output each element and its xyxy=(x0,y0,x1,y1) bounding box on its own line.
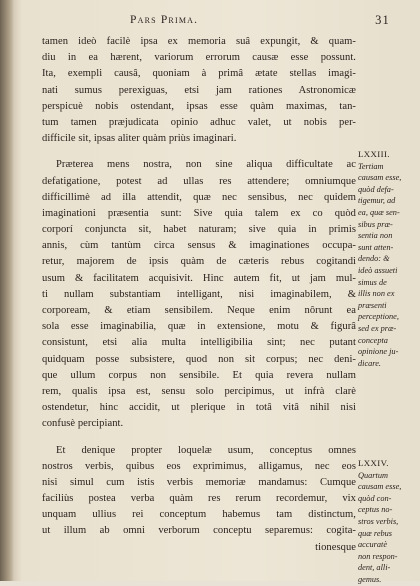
text-line: sola esse imaginabilia, quæ in extensione, motu & figurâ xyxy=(42,321,356,333)
text-line: nisi simul cum istis verbis memoriæ mandamus: Cumque xyxy=(42,476,356,488)
text-line: tamen ideò facilè ipsa ex memoria suâ expungit, & quam- xyxy=(42,36,356,47)
text-line: corpoream, & etiam sensibilem. Neque enim nôrunt ea xyxy=(42,305,356,316)
running-header xyxy=(60,14,390,32)
running-title: Pars Prima. xyxy=(130,14,199,26)
text-line: Et denique propter loquelæ usum, conceptus omnes xyxy=(56,444,356,456)
paragraph xyxy=(42,157,356,432)
text-line: usum & facilitatem acquisivit. Hinc autem fit, ut jam mul- xyxy=(42,272,356,284)
marginal-note-line: concepta xyxy=(358,335,388,345)
marginal-note-line: dicare. xyxy=(358,358,381,368)
marginal-note-line: præsenti xyxy=(358,300,387,310)
marginal-note-line: ea, quæ sen- xyxy=(358,207,400,217)
text-line: ti nullam substantiam intelligant, nisi imaginabilem, & xyxy=(42,288,356,300)
text-line: quidquam posse subsistere, quod non sit corpus; nec deni- xyxy=(42,353,356,365)
marginal-note-line: non respon- xyxy=(358,551,398,561)
text-line: perspicuè nobis ostendant, ipsas esse quàm maximas, tan- xyxy=(42,100,356,112)
marginal-note-number: LXXIII. xyxy=(358,149,390,159)
text-line: tum tamen præjudicata opinio adhuc valet, ut nobis per- xyxy=(42,116,356,128)
text-line: ostendetur, hinc accidit, ut plerique in totâ vitâ nihil nisi xyxy=(42,402,356,414)
paragraph xyxy=(42,443,356,556)
marginal-note-line: sunt atten- xyxy=(358,242,394,252)
text-line: annis, cùm tantùm circa sensus & imaginationes occupa- xyxy=(42,240,356,252)
text-line: difficillimè ad illa attendit, quæ nec sensibus, nec quidem xyxy=(42,191,356,203)
text-line: tionesque xyxy=(315,541,356,553)
marginal-note-number: LXXIV. xyxy=(358,458,389,468)
text-line: ut illum ab omni verborum conceptu separemus: cogita- xyxy=(42,525,356,537)
paragraph-gap xyxy=(42,147,356,157)
text-line: que ullum corpus non sensibile. Et quia revera nullam xyxy=(42,369,356,381)
text-line: diu in ea hærent, variorum errorum causæ esse possunt. xyxy=(42,52,356,64)
marginal-note-line: causam esse, xyxy=(358,173,402,183)
marginal-note-line: Quartum xyxy=(358,470,388,480)
text-line: faciliùs postea verba quàm res rerum recordemur, vix xyxy=(42,493,356,505)
marginal-note-line: tigemur, ad xyxy=(358,196,396,206)
paragraph-gap xyxy=(42,433,356,443)
marginal-note-line: causam esse, xyxy=(358,482,402,492)
marginal-note-line: quòd defa- xyxy=(358,184,394,194)
text-line: retur, majorem de ipsis quàm de cæteris rebus cogitandi xyxy=(42,256,356,268)
marginal-note-line: illis non ex xyxy=(358,289,395,299)
text-line: rem, qualis ipsa est, sensu solo percipimus, ut infrà clarè xyxy=(42,385,356,397)
marginal-note-line: perceptione, xyxy=(358,312,399,322)
paragraph xyxy=(42,34,356,147)
marginal-note-line: simus de xyxy=(358,277,387,287)
text-line: Præterea mens nostra, non sine aliqua difficultate ac xyxy=(56,159,356,171)
marginal-note-line: sed ex præ- xyxy=(358,323,397,333)
text-line: defatigatione, potest ad ullas res attendere; omniumque xyxy=(42,175,356,187)
page-gutter xyxy=(0,0,14,581)
marginal-note-line: accuratè xyxy=(358,540,388,550)
marginal-note-line: quæ rebus xyxy=(358,528,393,538)
text-line: unquam ullius rei conceptum habemus tam distinctum, xyxy=(42,509,356,521)
page-number: 31 xyxy=(375,13,390,27)
marginal-note-line: sibus præ- xyxy=(358,219,393,229)
marginal-note-line: ideò assueti xyxy=(358,265,398,275)
main-text xyxy=(42,34,356,556)
text-line: confusè percipiant. xyxy=(42,418,124,430)
marginal-note xyxy=(358,149,418,369)
text-line: consistunt, etsi alia multa intelligibilia sint; nec putant xyxy=(42,337,356,349)
marginal-note-line: quòd con- xyxy=(358,493,392,503)
text-line: imaginationi præsentia sunt: Sive quia talem ex co quòd xyxy=(42,207,356,219)
text-line: Ita, exempli causâ, quoniam à primâ ætate stellas imagi- xyxy=(42,68,356,80)
marginal-note-line: stros verbis, xyxy=(358,516,399,526)
marginal-note xyxy=(358,458,418,586)
marginal-note-line: gemus. xyxy=(358,574,382,584)
text-line: nati sumus perexiguas, etsi jam rationes Astronomicæ xyxy=(42,84,356,96)
marginal-note-line: dent, alli- xyxy=(358,563,391,573)
marginal-note-line: opinione ju- xyxy=(358,347,399,357)
marginal-note-line: ceptus no- xyxy=(358,505,393,515)
text-line: corporí conjuncta sit, habet naturam; sive quia in primis xyxy=(42,224,356,236)
text-line: difficile sit, ipsas aliter quàm priùs imaginari. xyxy=(42,133,237,145)
marginal-note-line: Tertiam xyxy=(358,161,384,171)
text-line: nostros verbis, quibus eos exprimimus, alligamus, nec eos xyxy=(42,460,356,472)
marginal-note-line: dendo: & xyxy=(358,254,390,264)
marginal-note-line: sentia non xyxy=(358,231,393,241)
